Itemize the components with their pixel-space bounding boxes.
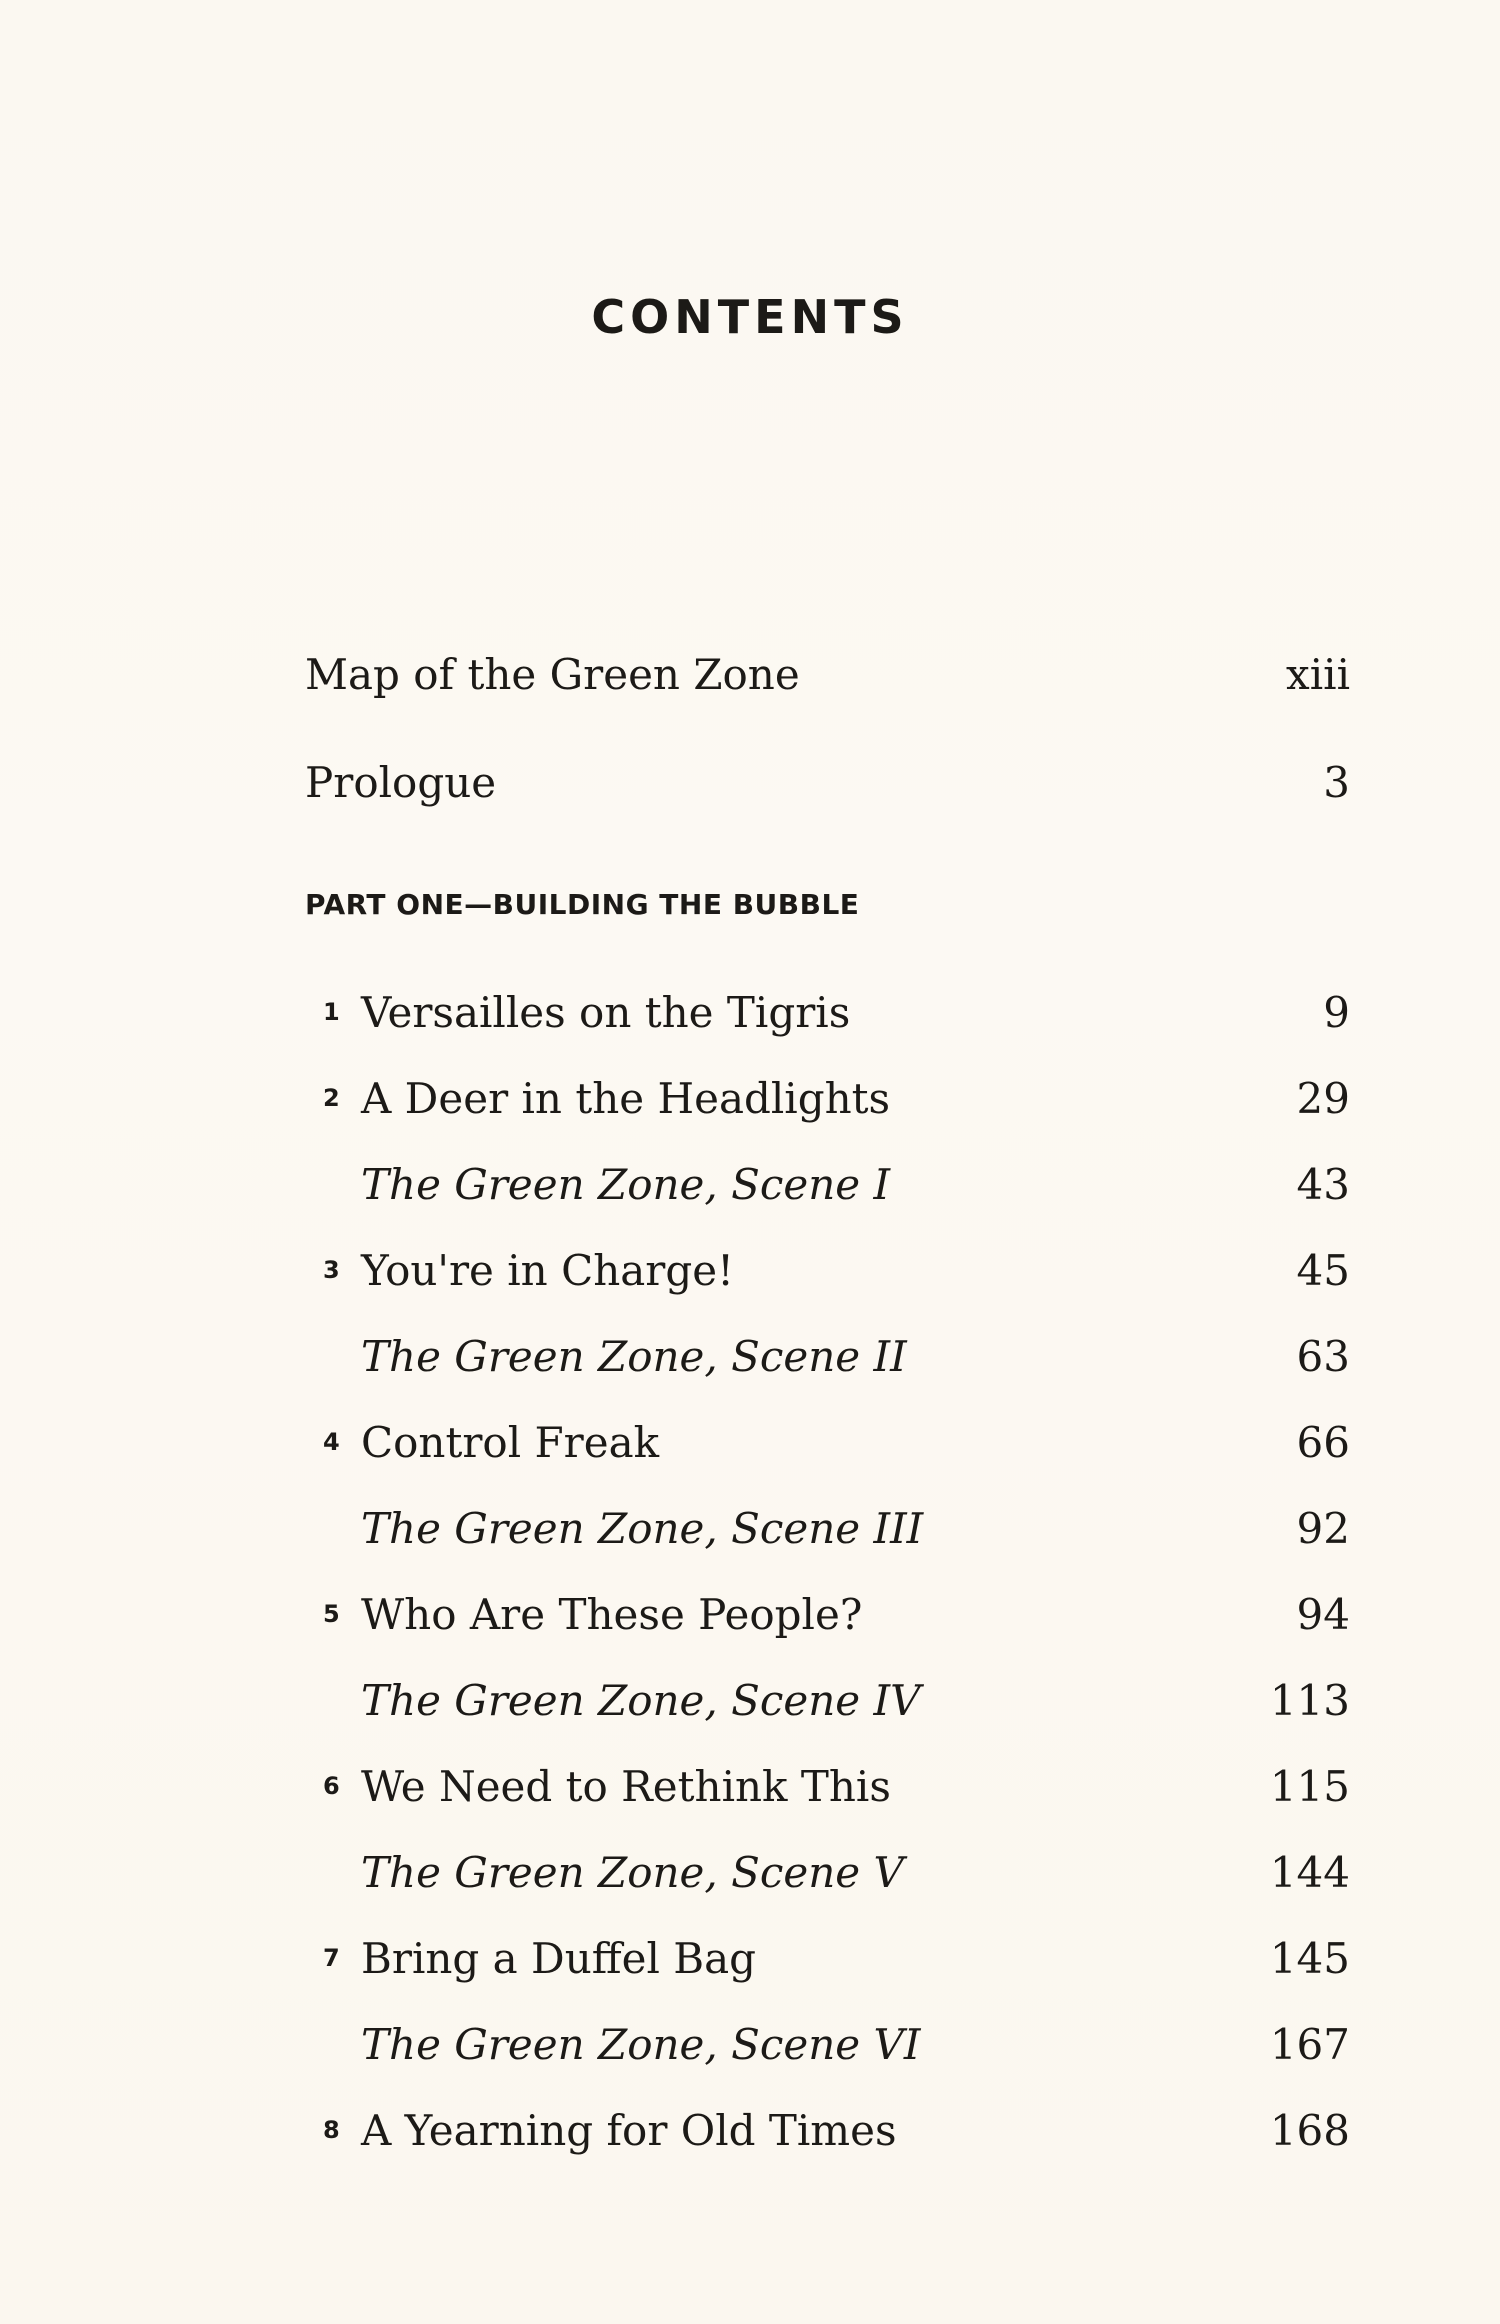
entry-title: Prologue [305,757,497,807]
toc-chapter-entry [305,2100,1350,2160]
chapter-number: 1 [323,998,340,1026]
scene-title: The Green Zone, Scene V [361,1847,904,1897]
entry-page-number: 9 [1323,987,1350,1037]
chapter-title: Who Are These People? [361,1589,863,1639]
toc-chapter-entry [305,1068,1350,1128]
chapter-title: A Deer in the Headlights [361,1073,891,1123]
chapter-title: We Need to Rethink This [361,1761,891,1811]
entry-page-number: 94 [1296,1589,1350,1639]
scene-title: The Green Zone, Scene III [361,1503,924,1553]
chapter-title: Control Freak [361,1417,660,1467]
chapter-number: 5 [323,1600,340,1628]
entry-page-number: 145 [1269,1933,1350,1983]
entry-page-number: 113 [1269,1675,1350,1725]
toc-chapter-entry [305,1756,1350,1816]
entry-label-group [305,1418,659,1467]
entry-label-group [305,988,850,1037]
entry-page-number: 45 [1296,1245,1350,1295]
entry-label-group [305,1074,890,1123]
chapter-number: 4 [323,1428,340,1456]
scene-title: The Green Zone, Scene I [361,1159,891,1209]
toc-scene-entry [305,1154,1350,1214]
entry-title: Map of the Green Zone [305,649,800,699]
chapter-number: 2 [323,1084,340,1112]
entry-label-group [305,1160,890,1209]
scene-title: The Green Zone, Scene IV [361,1675,921,1725]
chapter-title: Bring a Duffel Bag [361,1933,757,1983]
entry-label-group [305,1848,904,1897]
scene-title: The Green Zone, Scene VI [361,2019,921,2069]
entry-label-group [305,1590,862,1639]
toc-chapter-entry [305,1412,1350,1472]
entry-page-number: 63 [1296,1331,1350,1381]
entry-page-number: 167 [1269,2019,1350,2069]
part-heading: PART ONE—BUILDING THE BUBBLE [305,888,860,921]
entry-page-number: 144 [1269,1847,1350,1897]
toc-scene-entry [305,1842,1350,1902]
toc-chapter-entry [305,1240,1350,1300]
entry-page-number: 115 [1269,1761,1350,1811]
chapter-number: 3 [323,1256,340,1284]
chapter-number: 8 [323,2116,340,2144]
entry-page-number: 3 [1323,757,1350,807]
entry-page-number: 29 [1296,1073,1350,1123]
entry-label-group [305,1246,734,1295]
chapter-number: 6 [323,1772,340,1800]
toc-scene-entry [305,1326,1350,1386]
entry-label-group [305,1504,923,1553]
chapter-number: 7 [323,1944,340,1972]
toc-chapter-entry [305,1928,1350,1988]
entry-label-group [305,1332,907,1381]
toc-scene-entry [305,2014,1350,2074]
scene-title: The Green Zone, Scene II [361,1331,907,1381]
toc-chapter-entry [305,1584,1350,1644]
toc-scene-entry [305,1498,1350,1558]
toc-entry-map [305,644,1350,704]
entry-page-number: xiii [1286,649,1350,699]
chapter-title: A Yearning for Old Times [361,2105,897,2155]
toc-entry-prologue [305,752,1350,812]
entry-label-group [305,1762,891,1811]
entry-page-number: 92 [1296,1503,1350,1553]
entry-label-group [305,2020,920,2069]
entry-page-number: 43 [1296,1159,1350,1209]
toc-scene-entry [305,1670,1350,1730]
toc-chapter-entry [305,982,1350,1042]
entry-page-number: 66 [1296,1417,1350,1467]
entry-page-number: 168 [1269,2105,1350,2155]
chapter-title: Versailles on the Tigris [361,987,851,1037]
entry-label-group [305,1676,920,1725]
chapter-title: You're in Charge! [361,1245,734,1295]
entry-label-group [305,2106,897,2155]
page-title: CONTENTS [591,290,909,344]
entry-label-group [305,1934,756,1983]
